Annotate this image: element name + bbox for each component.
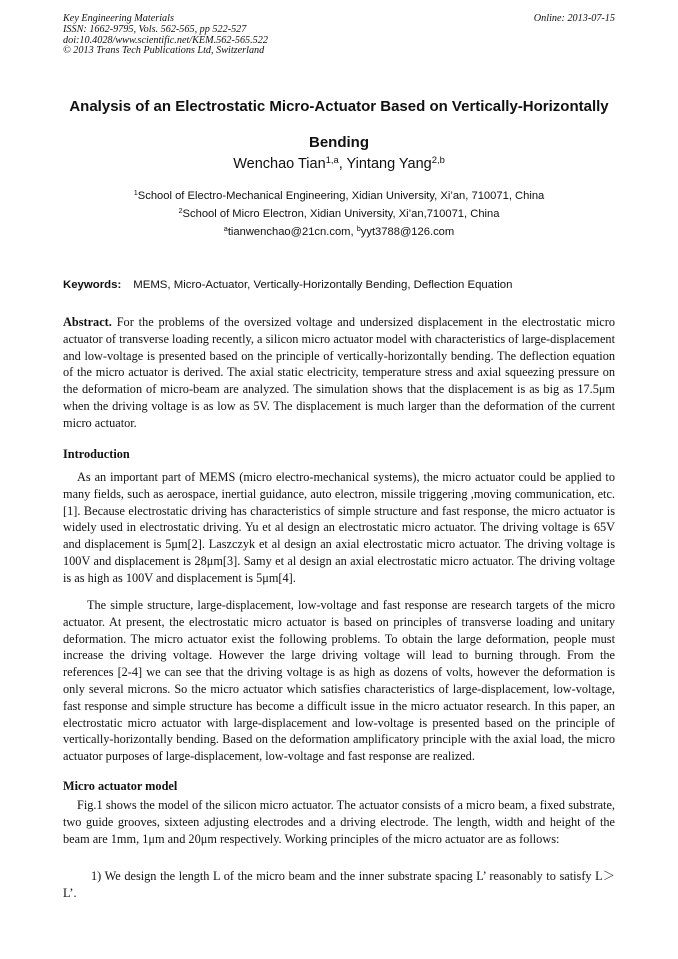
title-line-2: Bending <box>309 134 369 151</box>
abstract-paragraph <box>63 314 615 432</box>
affiliation-2 <box>60 207 618 221</box>
copyright-line: © 2013 Trans Tech Publications Ltd, Switzerland <box>63 45 265 57</box>
abstract-label: Abstract. <box>63 315 112 329</box>
model-paragraph-1: Fig.1 shows the model of the silicon micro actuator. The actuator consists of a micro beam, a fixed substrate, two guide grooves, sixteen adjusting electrodes and a driving electrode. The length, width and height of the beam are 1mm, 1μm and 20μm respectively. Working principles of the micro actuator are as follows: <box>63 798 615 846</box>
journal-name: Key Engineering Materials <box>63 13 174 24</box>
model-paragraph-2: 1) We design the length L of the micro beam and the inner substrate spacing L’ reasonably to satisfy L＞L’. <box>63 869 615 900</box>
title-line-1: Analysis of an Electrostatic Micro-Actuator Based on Vertically-Horizontally <box>69 98 609 115</box>
keywords-label: Keywords: <box>63 279 122 291</box>
paper-title <box>50 89 628 161</box>
author-emails <box>60 225 618 239</box>
author-name: Wenchao Tian <box>233 156 326 172</box>
affiliation-text: School of Micro Electron, Xidian University, Xi’an,710071, China <box>182 208 500 220</box>
keywords-text: MEMS, Micro-Actuator, Vertically-Horizontally Bending, Deflection Equation <box>133 279 513 291</box>
email-marker: b <box>356 224 361 233</box>
email-marker: a <box>223 224 228 233</box>
email-link[interactable]: tianwenchao@21cn.com, <box>227 226 357 238</box>
online-date: Online: 2013-07-15 <box>533 13 615 24</box>
author-superscript: 1,a <box>325 153 339 165</box>
affiliation-marker: 2 <box>178 206 183 215</box>
author-list <box>60 154 618 174</box>
abstract-text: For the problems of the oversized voltage and undersized displacement in the electrostatic micro actuator of transverse loading recently, a silicon micro actuator model with characteristics of large-displacement and low-voltage is presented based on the principle of vertically-horizontally bending. The deflection equation of the micro actuator is derived. The axial static electricity, temperature stress and axial squeezing pressure on the deformation of micro-beam are analyzed. The simulation shows that the displacement is as big as 17.5μm when the driving voltage is as low as 5V. The displacement is much larger than the deformation of the current micro actuator. <box>63 315 615 430</box>
section-heading-model: Micro actuator model <box>63 779 178 793</box>
author-superscript: 2,b <box>431 153 445 165</box>
affiliation-text: School of Electro-Mechanical Engineering, Xidian University, Xi’an, 710071, China <box>137 190 545 202</box>
affiliation-1 <box>60 189 618 203</box>
affiliation-marker: 1 <box>133 188 138 197</box>
journal-header <box>63 14 463 57</box>
author-separator: , <box>338 156 347 172</box>
author-name: Yintang Yang <box>346 156 432 172</box>
doi-line: doi:10.4028/www.scientific.net/KEM.562-565.522 <box>63 34 268 46</box>
issn-line: ISSN: 1662-9795, Vols. 562-565, pp 522-527 <box>63 23 247 35</box>
email-link[interactable]: yyt3788@126.com <box>360 226 455 238</box>
section-heading-introduction: Introduction <box>63 447 130 461</box>
intro-paragraph-1: As an important part of MEMS (micro electro-mechanical systems), the micro actuator could be applied to many fields, such as aerospace, inertial guidance, auto electron, missile triggering ,moving communication, etc.[1]. Because electrostatic driving has characteristics of simple structure and fast response, the micro actuator is widely used in electrostatic driving. Yu et al design an electrostatic micro actuator. The driving voltage is 65V and displacement is 5μm[2]. Laszczyk et al design an axial electrostatic micro actuator. The driving voltage is 100V and displacement is 28μm[3]. Samy et al design an axial electrostatic micro actuator. The driving voltage is as high as 100V and displacement is 5μm[4]. <box>63 470 615 585</box>
keywords-line <box>63 278 618 293</box>
intro-paragraph-2: The simple structure, large-displacement, low-voltage and fast response are research targets of the micro actuator. At present, the electrostatic micro actuator is based on principles of transverse loading and unitary deformation. The micro actuator exist the following problems. To obtain the large deformation, people must increase the driving voltage. However the large driving voltage will lead to burning through. From the references [2-4] we can see that the driving voltage is as high as dozens of volts, however the deformation is only several microns. So the micro actuator which satisfies characteristics of large-displacement, low-voltage, fast response and simple structure has become a difficult issue in the micro actuator research. In this paper, an electrostatic micro actuator with large-displacement and low-voltage is presented based on the principle of vertically-horizontally bending. Based on the deformation amplificatory principle with the axial load, the micro actuator purposes of large-displacement, low-voltage and fast response are realized. <box>63 598 615 764</box>
